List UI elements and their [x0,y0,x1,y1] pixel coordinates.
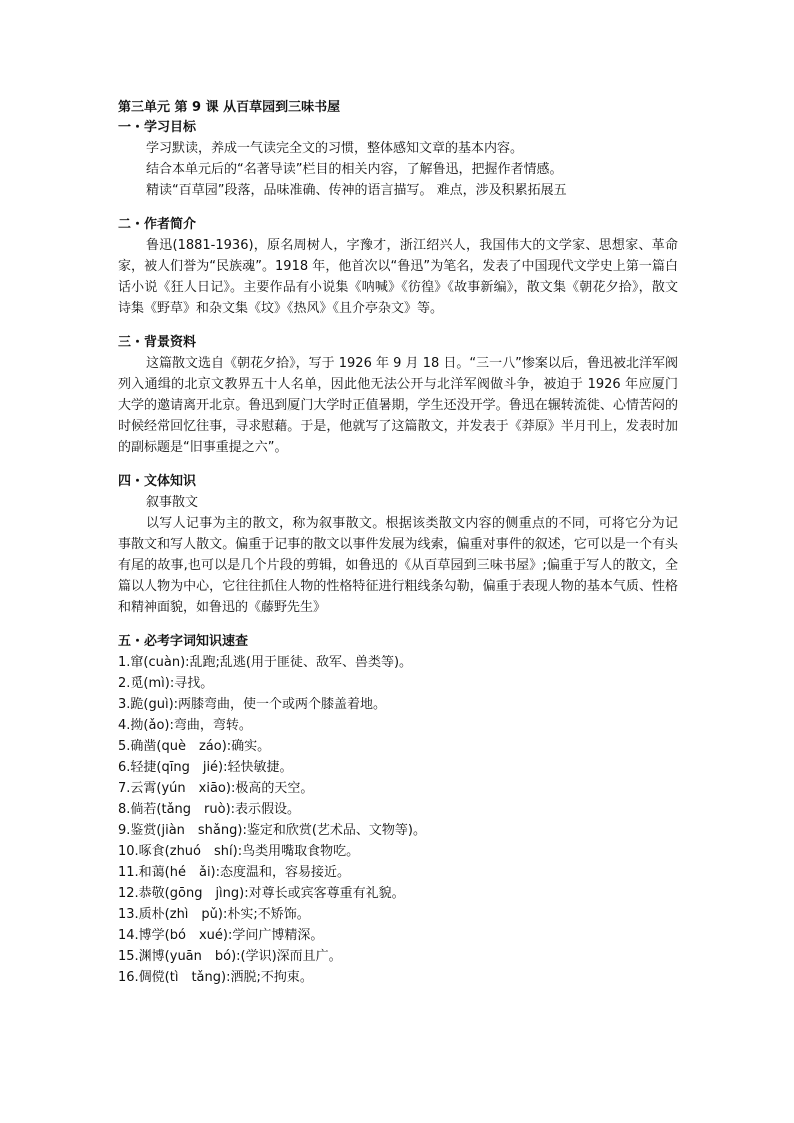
vocab-item: 4.拗(ǎo):弯曲，弯转。 [118,718,252,733]
section-heading-genre: 四・文体知识 [118,474,197,489]
vocab-item: 6.轻捷(qīng jié):轻快敏捷。 [118,760,293,775]
vocab-item: 9.鉴赏(jiàn shǎng):鉴定和欣赏(艺术品、文物等)。 [118,823,426,838]
section-heading-goals: 一・学习目标 [118,120,197,135]
section-heading-author: 二・作者简介 [118,217,197,232]
lesson-title: 第三单元 第 9 课 从百草园到三味书屋 [118,100,341,115]
author-paragraph: 鲁迅(1881-1936)，原名周树人，字豫才，浙江绍兴人，我国伟大的文学家、思想家、革命家，被人们誉为“民族魂”。1918 年，他首次以“鲁迅”为笔名，发表了中国现代文学史上第一篇白话小说《狂人日记》。主要作品有小说集《呐喊》《彷徨》《故事新编》，散文集《朝花夕拾》，散文诗集《野草》和杂文集《坟》《热风》《且介亭杂文》等。 [118,238,678,316]
section-heading-background: 三・背景资料 [118,335,197,350]
vocab-item: 5.确凿(què záo):确实。 [118,739,271,754]
goal-item: 学习默读，养成一气读完全文的习惯，整体感知文章的基本内容。 [146,141,524,156]
section-heading-vocab: 五・必考字词知识速查 [118,634,249,649]
vocab-item: 13.质朴(zhì pǔ):朴实;不矫饰。 [118,907,310,922]
vocab-item: 2.觅(mì):寻找。 [118,676,214,691]
vocab-item: 11.和蔼(hé ǎi):态度温和，容易接近。 [118,865,351,880]
vocab-item: 7.云霄(yún xiāo):极高的天空。 [118,781,314,796]
vocab-item: 12.恭敬(gōng jìng):对尊长或宾客尊重有礼貌。 [118,886,405,901]
genre-paragraph: 以写人记事为主的散文，称为叙事散文。根据该类散文内容的侧重点的不同，可将它分为记事散文和写人散文。偏重于记事的散文以事件发展为线索，偏重对事件的叙述，它可以是一个有头有尾的故事,也可以是几个片段的剪辑，如鲁迅的《从百草园到三味书屋》;偏重于写人的散文，全篇以人物为中心，它往往抓住人物的性格特征进行粗线条勾勒，偏重于表现人物的基本气质、性格和精神面貌，如鲁迅的《藤野先生》 [118,516,678,615]
goal-item: 结合本单元后的“名著导读”栏目的相关内容，了解鲁迅，把握作者情感。 [146,162,563,177]
background-paragraph: 这篇散文选自《朝花夕拾》，写于 1926 年 9 月 18 日。“三一八”惨案以后，鲁迅被北洋军阀列入通缉的北京文教界五十人名单，因此他无法公开与北洋军阀做斗争，被迫于 1926 年应厦门大学的邀请离开北京。鲁迅到厦门大学时正值暑期，学生还没开学。鲁迅在辗转流徙、心情苦闷的时候经常回忆往事，寻求慰藉。于是，他就写了这篇散文，并发表于《莽原》半月刊上，发表时加的副标题是“旧事重提之六”。 [118,356,678,455]
goal-item: 精读“百草园”段落，品味准确、传神的语言描写。 难点，涉及积累拓展五 [146,183,567,198]
vocab-item: 16.倜傥(tì tǎng):洒脱;不拘束。 [118,970,313,985]
vocab-item: 15.渊博(yuān bó):(学识)深而且广。 [118,949,342,964]
vocab-item: 3.跪(guì):两膝弯曲，使一个或两个膝盖着地。 [118,697,387,712]
vocab-item: 10.啄食(zhuó shí):鸟类用嘴取食物吃。 [118,844,360,859]
vocab-item: 8.倘若(tǎng ruò):表示假设。 [118,802,301,817]
genre-subheading: 叙事散文 [146,495,199,510]
document-body [118,98,678,988]
vocab-item: 14.博学(bó xué):学问广博精深。 [118,928,324,943]
vocab-list [118,652,678,988]
vocab-item: 1.窜(cuàn):乱跑;乱逃(用于匪徒、敌军、兽类等)。 [118,655,413,670]
